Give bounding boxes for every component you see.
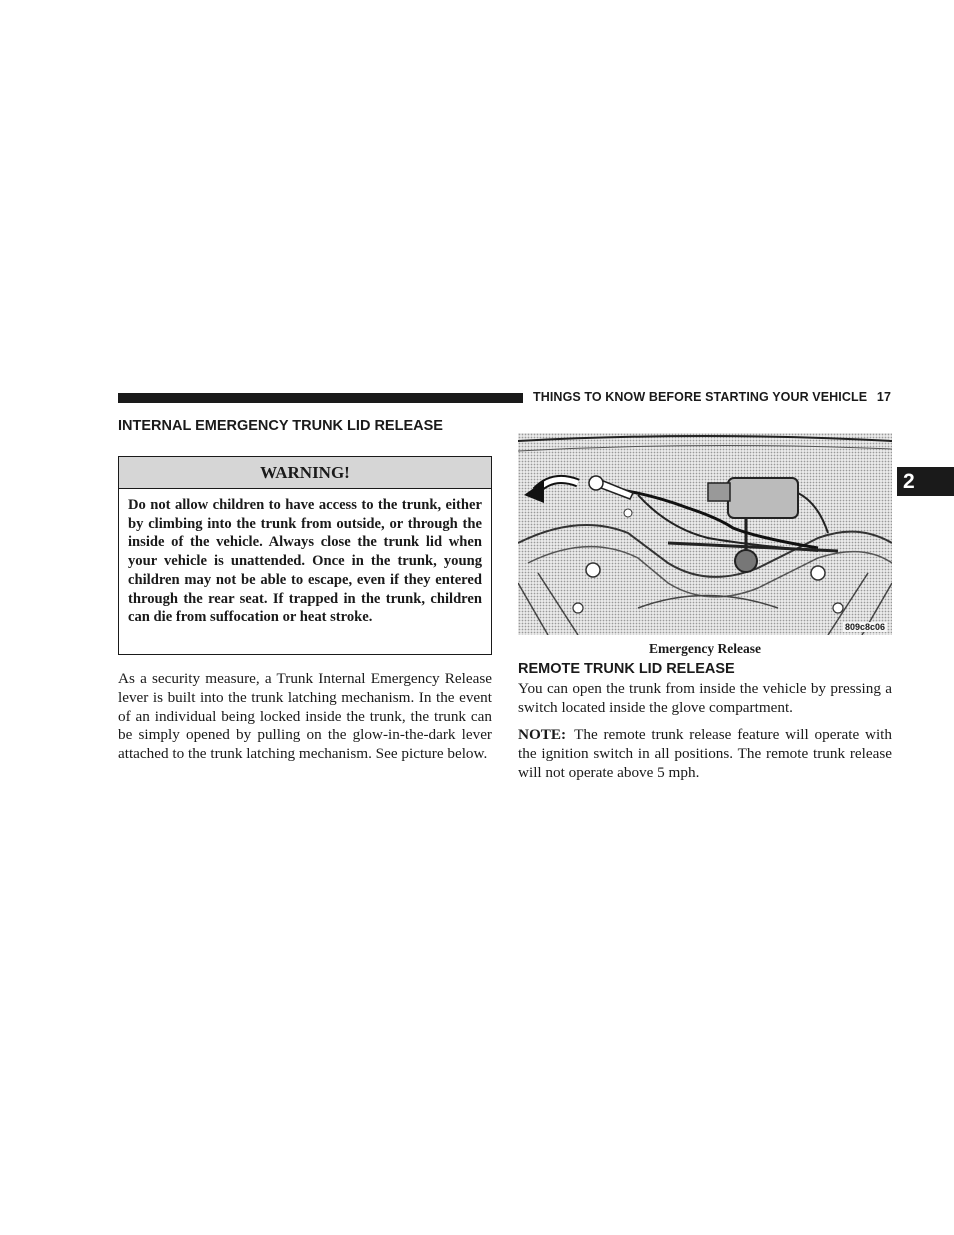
internal-release-heading: INTERNAL EMERGENCY TRUNK LID RELEASE bbox=[118, 418, 443, 434]
running-title: THINGS TO KNOW BEFORE STARTING YOUR VEHICLE bbox=[533, 390, 868, 404]
trunk-latch-drawing bbox=[518, 433, 892, 635]
page-number: 17 bbox=[876, 390, 891, 404]
note-paragraph bbox=[518, 726, 892, 782]
warning-body: Do not allow children to have access to the trunk, either by climbing into the trunk from outside, or through the inside of the vehicle. Always close the trunk lid when your vehicle is unattended. Once in the trunk, young children may not be able to escape, even if they entered through the rear seat. If trapped in the trunk, children can die from suffocation or heat stroke. bbox=[128, 497, 482, 626]
remote-release-heading: REMOTE TRUNK LID RELEASE bbox=[518, 661, 735, 677]
header-rule bbox=[118, 393, 523, 403]
figure-caption: Emergency Release bbox=[648, 641, 762, 656]
chapter-tab bbox=[897, 467, 954, 496]
warning-box bbox=[118, 456, 492, 655]
image-code: 809c8c06 bbox=[844, 622, 885, 632]
warning-title: WARNING! bbox=[119, 457, 491, 489]
security-paragraph: As a security measure, a Trunk Internal Emergency Release lever is built into the trunk latching mechanism. In the event of an individual being locked inside the trunk, the trunk can be simply opened by pulling on the glow-in-the-dark lever attached to the trunk latching mechanism. See picture below. bbox=[118, 670, 492, 763]
chapter-number: 2 bbox=[903, 469, 915, 493]
running-header bbox=[533, 390, 891, 404]
remote-paragraph: You can open the trunk from inside the vehicle by pressing a switch located inside the glove compartment. bbox=[518, 680, 892, 716]
note-text: The remote trunk release feature will operate with the ignition switch in all positions. The remote trunk release will not operate above 5 mph. bbox=[518, 726, 892, 781]
emergency-release-illustration bbox=[518, 433, 892, 635]
note-label: NOTE: bbox=[518, 726, 567, 743]
